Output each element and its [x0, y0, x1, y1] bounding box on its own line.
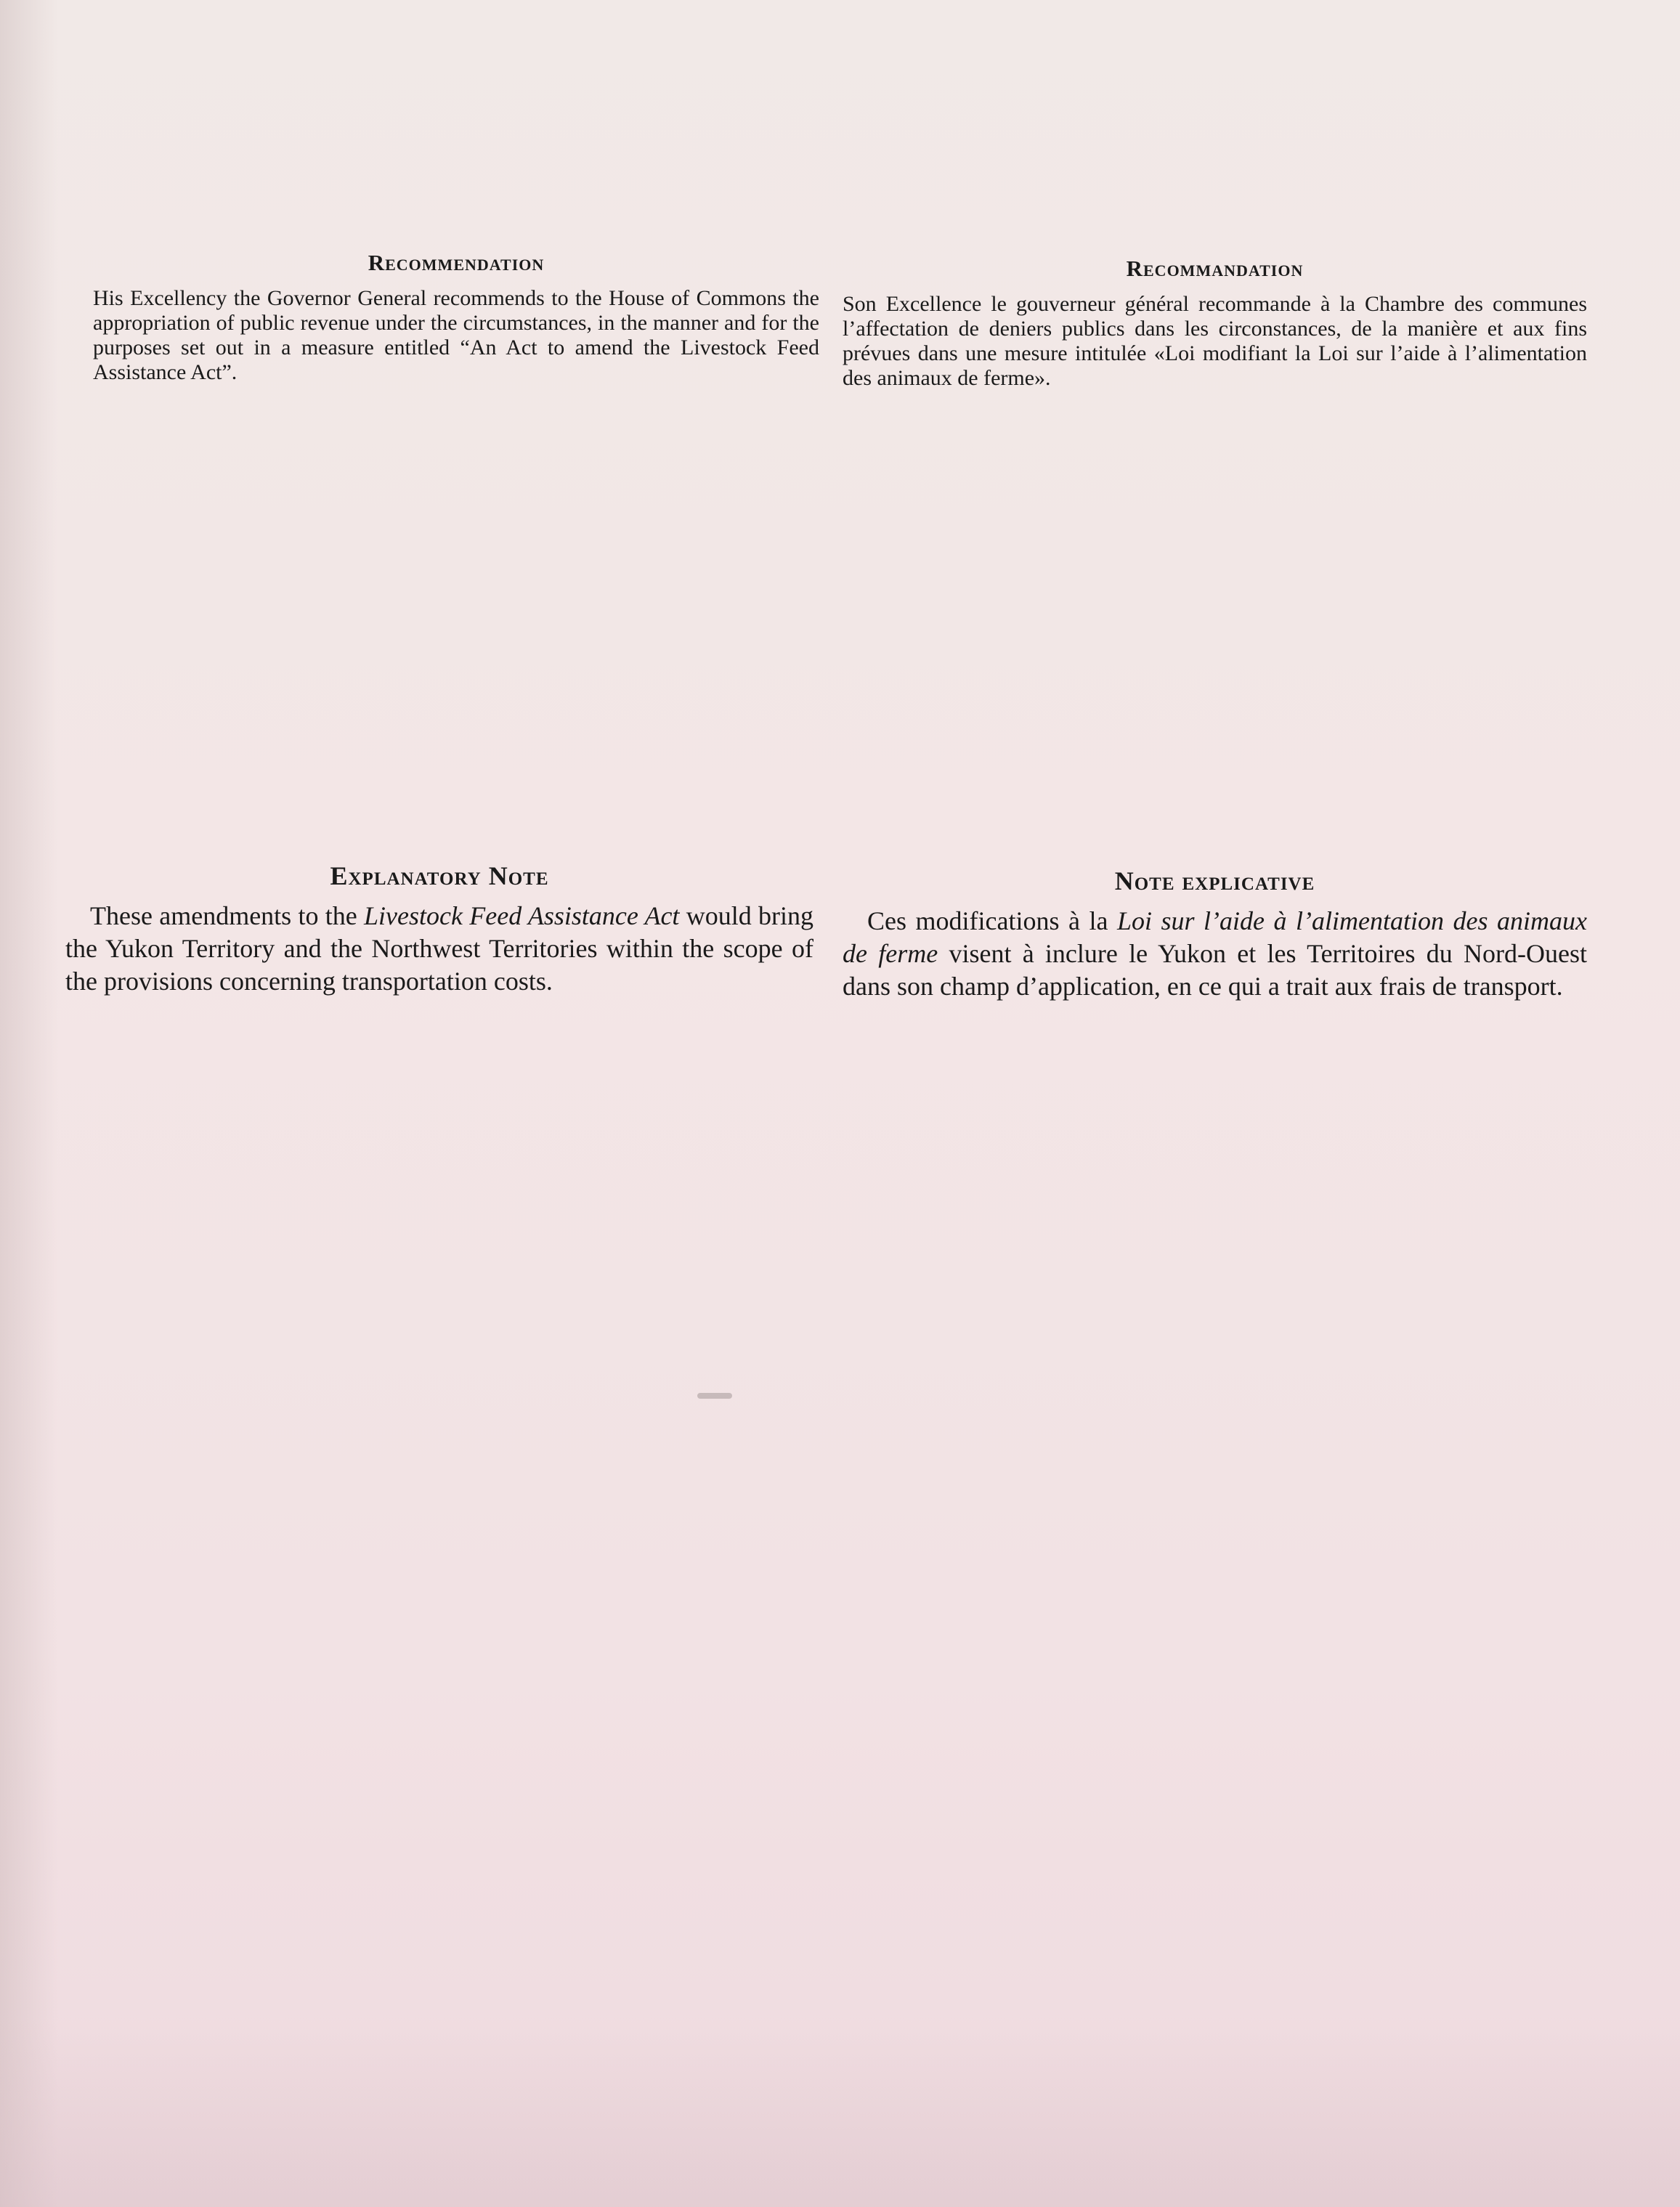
explanatory-note-text-en — [65, 900, 813, 998]
note-text-en-start: These amendments to the — [90, 901, 365, 930]
act-title-fr: Loi sur l’aide à l’alimentation des animaux de ferme — [843, 906, 1587, 968]
recommendation-text-en: His Excellency the Governor General recommends to the House of Commons the appropriation of public revenue under the circumstances, in the manner and for the purposes set out in a measure entitled “An Act to amend the Livestock Feed Assistance Act”. — [93, 286, 819, 384]
explanatory-note-heading-fr: Note explicative — [1114, 866, 1315, 895]
explanatory-note-text-fr — [843, 905, 1587, 1003]
recommendation-heading-fr: Recommandation — [1126, 256, 1304, 281]
note-text-en-end: would bring the Yukon Territory and the Northwest Territories within the scope of the provisions concerning transportation costs. — [65, 901, 813, 996]
note-text-fr-start: Ces modifications à la — [867, 906, 1117, 935]
recommendation-french — [843, 256, 1587, 391]
page-edge-shadow — [0, 0, 58, 2207]
recommendation-english — [93, 250, 819, 385]
note-text-fr-end: visent à inclure le Yukon et les Territoires du Nord-Ouest dans son champ d’application, en ce qui a trait aux frais de transport. — [843, 939, 1587, 1001]
explanatory-note-english — [65, 861, 813, 998]
ink-smudge — [697, 1393, 732, 1399]
explanatory-note-french — [843, 866, 1587, 1003]
recommendation-heading-en: Recommendation — [368, 250, 545, 275]
act-title-en: Livestock Feed Assistance Act — [364, 901, 680, 930]
recommendation-text-fr: Son Excellence le gouverneur général recommande à la Chambre des communes l’affectation de deniers publics dans les circonstances, de la manière et aux fins prévues dans une mesure intitulée «Loi modifiant la Loi sur l’aide à l’alimentation des animaux de ferme». — [843, 292, 1587, 390]
page-bottom-tint — [0, 2018, 1680, 2207]
explanatory-note-heading-en: Explanatory Note — [330, 861, 549, 890]
